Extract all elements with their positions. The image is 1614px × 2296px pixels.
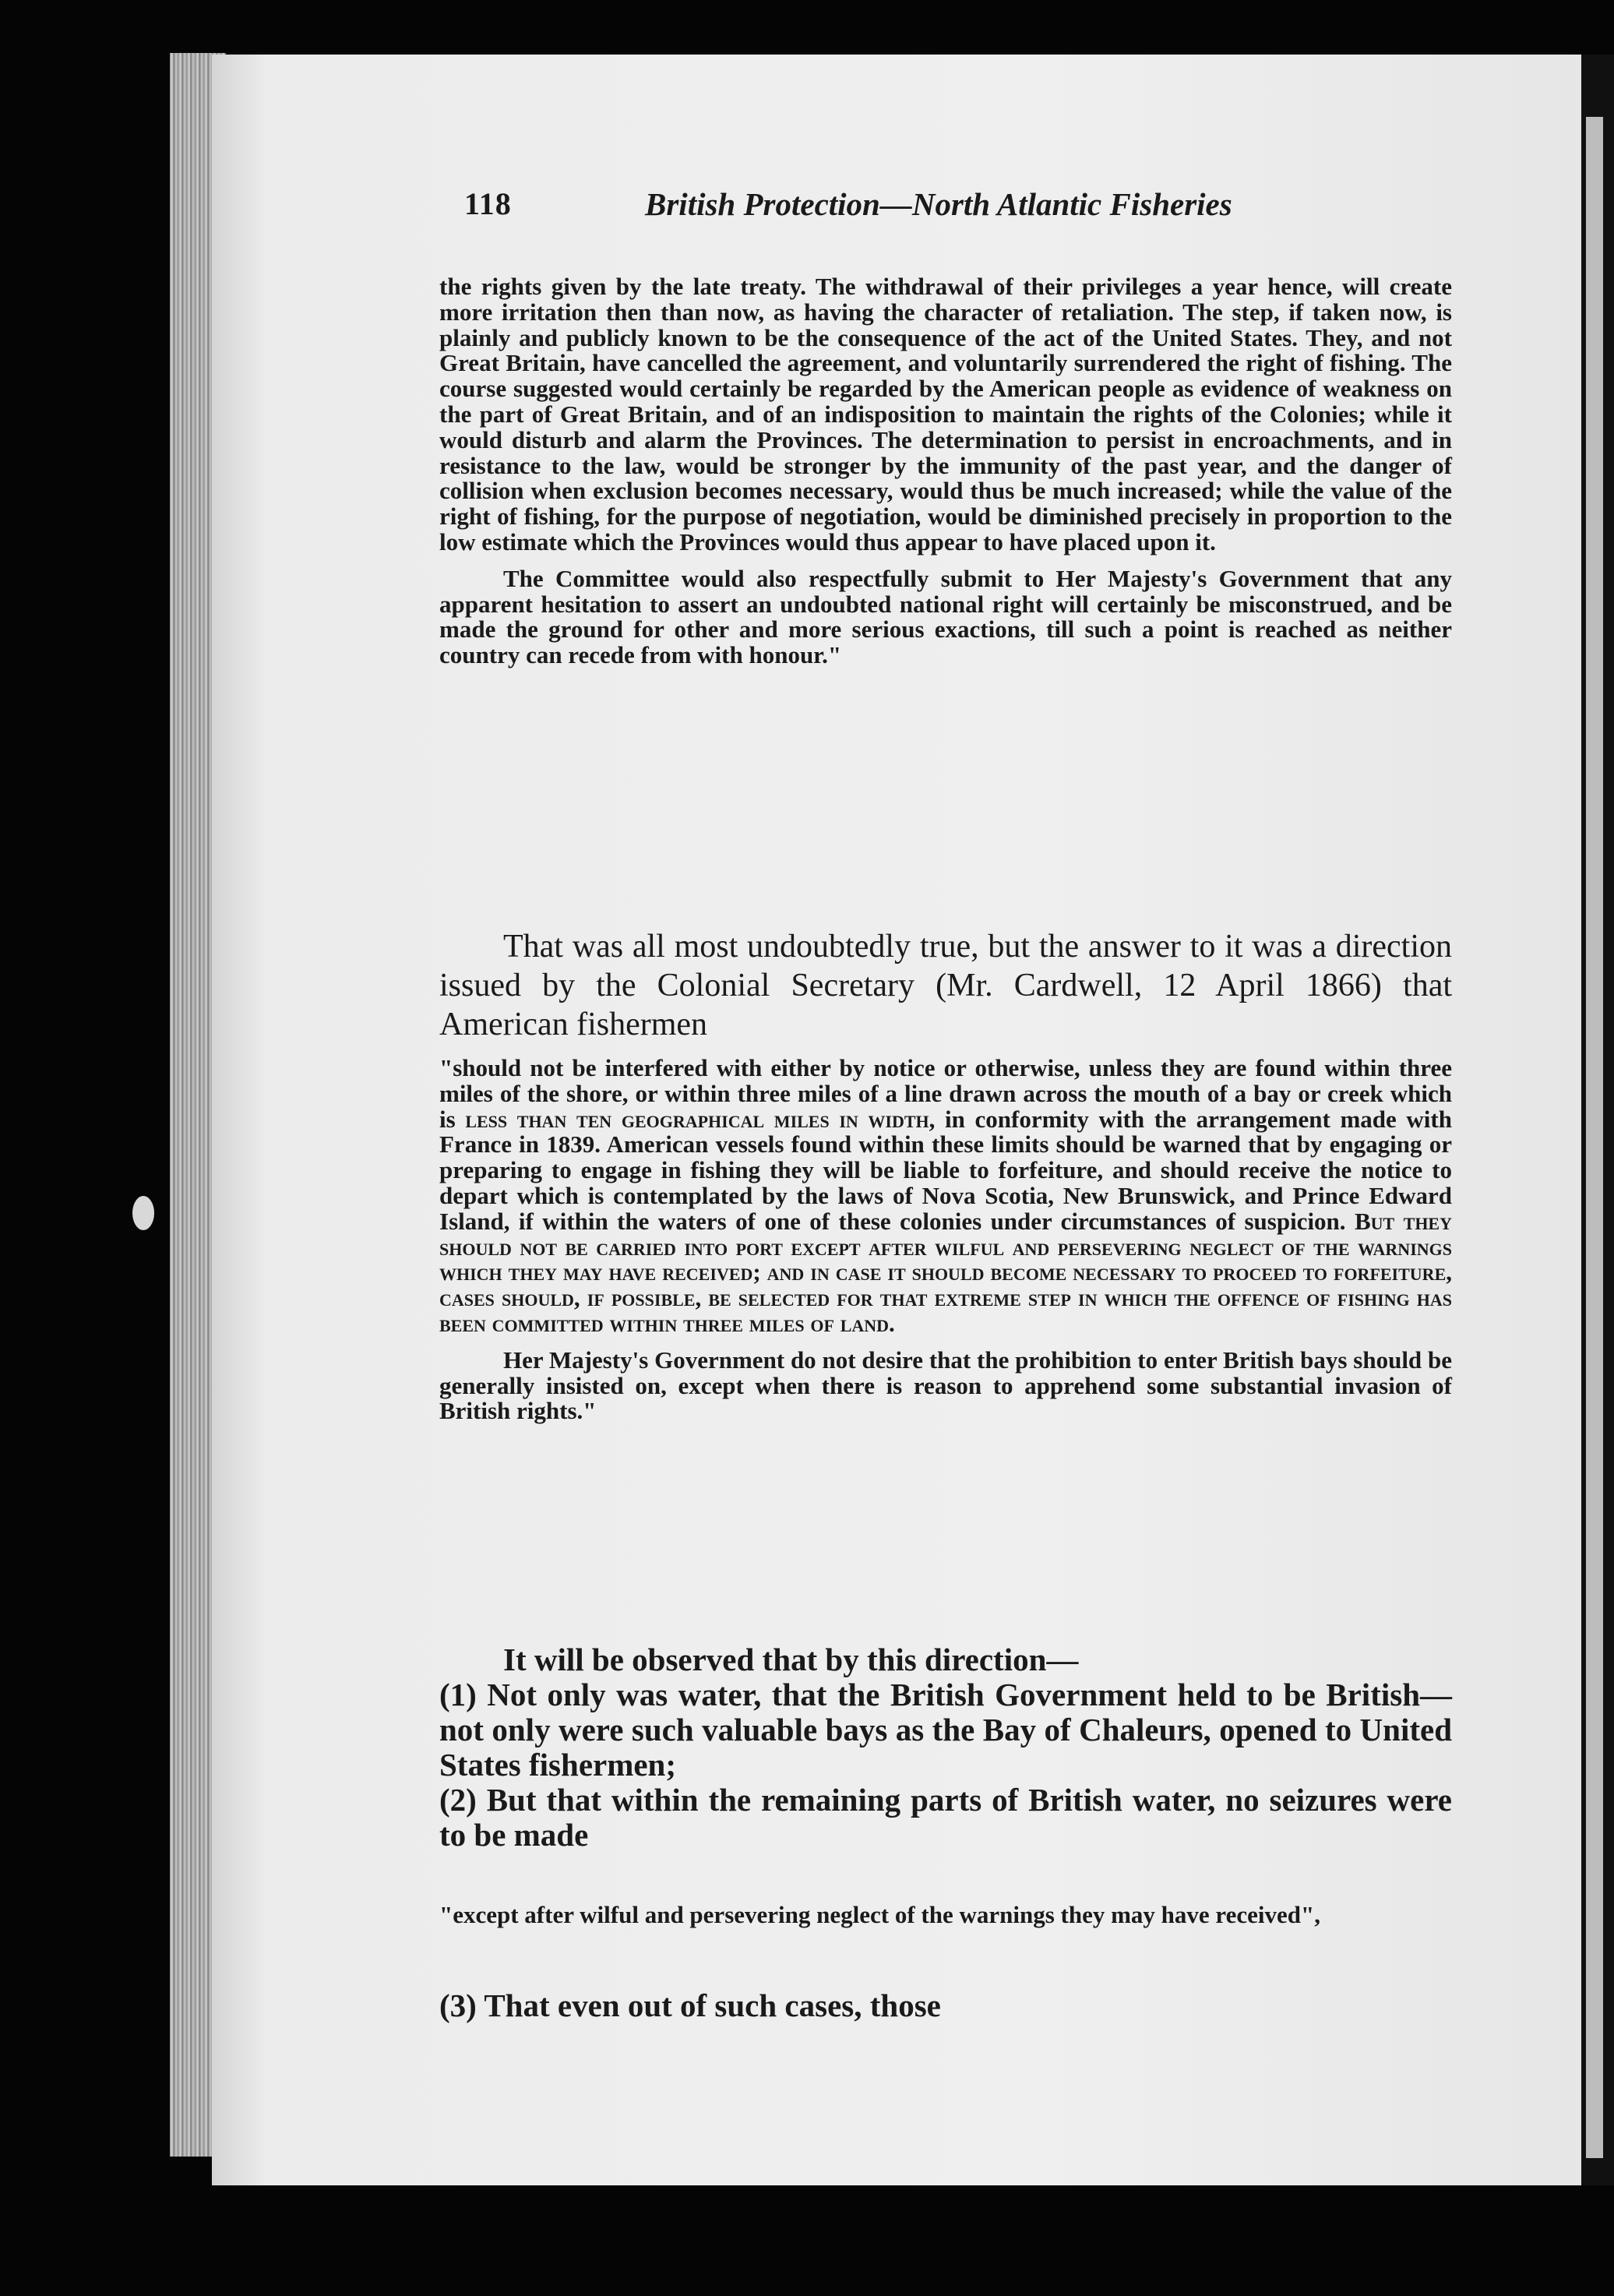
- quote-two-caps-a: less than ten geographical miles in width: [465, 1105, 929, 1133]
- page-number: 118: [464, 186, 512, 221]
- quote-two-caps-b: But they should not be carried into port except after wilful and persevering neglect of the warnings which they may have received; and in case it should become necessary to proceed to forfeiture, cases should, if possible, be selected for that extreme step in which the offence of fishing has been committed within three miles of land.: [439, 1207, 1452, 1337]
- observation-item-2: (2) But that within the remaining parts of British water, no seizures were to be made: [439, 1782, 1452, 1853]
- observation-item-1: (1) Not only was water, that the British Government held to be British—not only were such valuable bays as the Bay of Chaleurs, opened to United States fishermen;: [439, 1677, 1452, 1783]
- quote-block-three: "except after wilful and persevering neglect of the warnings they may have received",: [439, 1901, 1320, 1928]
- quote-block-two: [439, 1056, 1452, 1424]
- body-final-line: (3) That even out of such cases, those: [439, 1987, 941, 2023]
- observations-lead: It will be observed that by this direction—: [503, 1642, 1079, 1677]
- quote-two-text-b: , in conformity with the arrangement made with France in 1839. American vessels found within these limits should be warned that by engaging or preparing to engage in fishing they will be liable to forfeiture, and should receive the notice to depart which is contemplated by the laws of Nova Scotia, New Brunswick, and Prince Edward Island, if within the waters of one of these colonies under circumstances of suspicion.: [439, 1105, 1452, 1235]
- quote-two-paragraph-2: Her Majesty's Government do not desire that the prohibition to enter British bays should be generally insisted on, except when there is reason to apprehend some substantial invasion of British rights.": [439, 1346, 1452, 1425]
- quote-one-paragraph-1: the rights given by the late treaty. The withdrawal of their privileges a year hence, will create more irritation then than now, as having the character of retaliation. The step, if taken now, is plainly and publicly known to be the consequence of the act of the United States. They, and not Great Britain, have cancelled the agreement, and voluntarily surrendered the right of fishing. The course suggested would certainly be regarded by the American people as evidence of weakness on the part of Great Britain, and of an indisposition to maintain the rights of the Colonies; while it would disturb and alarm the Provinces. The determination to persist in encroachments, and in resistance to the law, would be stronger by the immunity of the past year, and the danger of collision when exclusion becomes necessary, would thus be much increased; while the value of the right of fishing, for the purpose of negotiation, would be diminished precisely in proportion to the low estimate which the Provinces would thus appear to have placed upon it.: [439, 273, 1452, 555]
- body-observations: [439, 1642, 1452, 1853]
- body-paragraph-one: That was all most undoubtedly true, but the answer to it was a direction issued by the Colonial Secretary (Mr. Cardwell, 12 April 1866) that American fishermen: [439, 929, 1452, 1042]
- quote-two-paragraph-1: [439, 1056, 1452, 1337]
- binding-hole: [132, 1196, 154, 1230]
- quote-block-one: [439, 274, 1452, 668]
- running-title: British Protection—North Atlantic Fisheries: [645, 186, 1232, 222]
- running-head: [464, 185, 1578, 232]
- quote-two-text-a: "should not be interfered with either by notice or otherwise, unless they are found within three miles of the shore, or within three miles of a line drawn across the mouth of a bay or creek which is: [439, 1054, 1452, 1133]
- quote-one-paragraph-2: The Committee would also respectfully submit to Her Majesty's Government that any apparent hesitation to assert an undoubted national right will certainly be misconstrued, and be made the ground for other and more serious exactions, till such a point is reached as neither country can recede from with honour.": [439, 564, 1452, 669]
- facing-page-edge: [1586, 117, 1603, 2158]
